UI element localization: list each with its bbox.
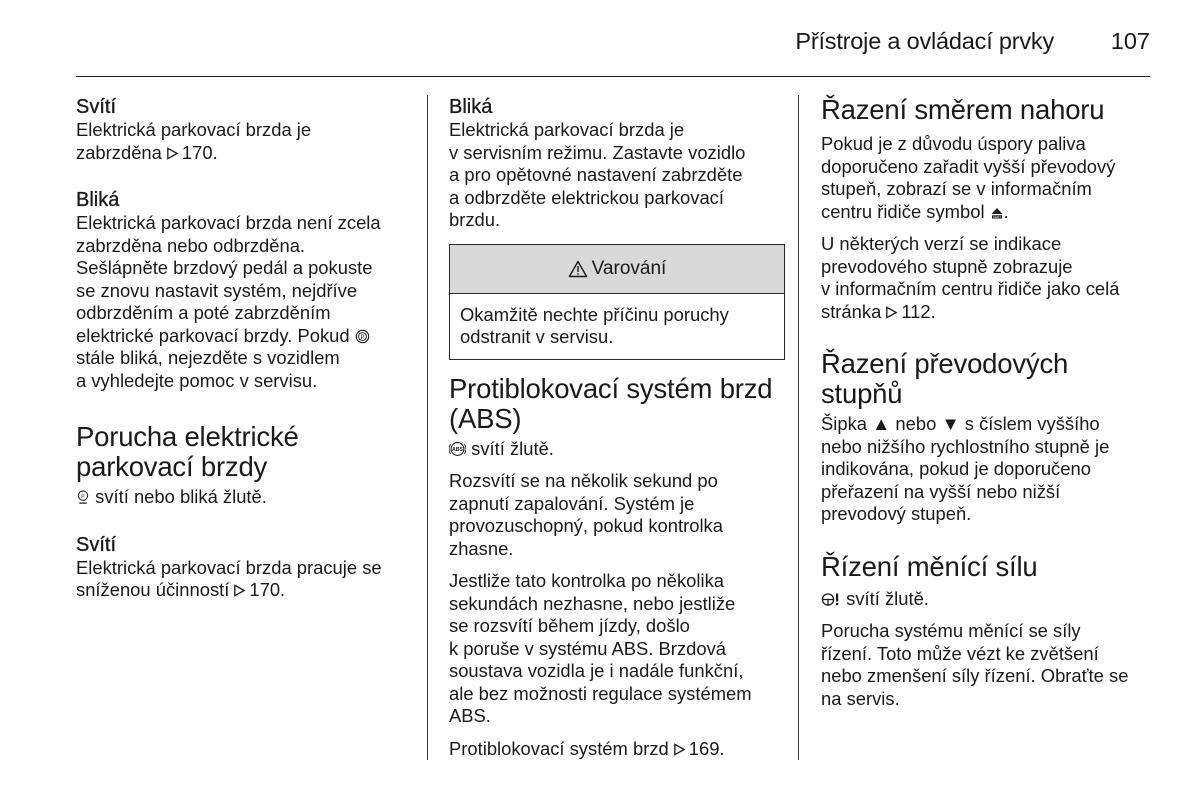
warning-text: Okamžitě nechte příčinu poruchy odstranit v servisu. xyxy=(460,303,729,347)
paragraph: Pokud je z důvodu úspory paliva doporučeno zařadit vyšší převodový stupeň, zobrazí se v informačním centru řidiče symbol SHIFT . xyxy=(821,133,1116,222)
section-title-shift-up: Řazení směrem nahoru xyxy=(821,94,1105,125)
warning-box xyxy=(449,244,785,360)
warning-title: Varování xyxy=(591,257,667,279)
paragraph: Elektrická parkovací brzda pracuje se sníženou účinností 170. xyxy=(76,556,382,600)
svg-text:SHIFT: SHIFT xyxy=(992,214,1001,219)
paragraph: U některých verzí se indikace prevodového stupně zobrazuje v informačním centru řidiče jako celá stránka 112. xyxy=(821,233,1120,322)
warning-header xyxy=(450,245,784,294)
subheading-sviti: Svítí xyxy=(76,533,117,556)
paragraph: Porucha systému měnící se síly řízení. Toto může vézt ke zvětšení nebo zmenšení síly řízení. Obraťte se na servis. xyxy=(821,620,1129,709)
parking-brake-circle-icon xyxy=(355,329,370,344)
column-2 xyxy=(449,95,785,770)
parking-brake-fault-wrench-icon xyxy=(76,490,90,505)
chapter-title: Přístroje a ovládací prvky xyxy=(795,28,1054,54)
subheading-blika: Bliká xyxy=(449,96,493,118)
paragraph: Elektrická parkovací brzda není zcela zabrzděna nebo odbrzděna. Sešlápněte brzdový pedál a pokuste se znovu nastavit systém, nejdříve odbrzděním a poté zabrzděním elektrické parkovací brzdy. Pokud P xyxy=(76,212,381,346)
svg-text:P: P xyxy=(360,333,365,341)
section-title-power-steering: Řízení měnící sílu xyxy=(821,550,1038,582)
column-3 xyxy=(821,95,1161,720)
shift-up-icon xyxy=(990,206,1004,220)
section-title-epb-fault: Porucha elektrické parkovací brzdy xyxy=(76,421,299,482)
paragraph: Šipka ▲ nebo ▼ s číslem vyššího nebo nižšího rychlostního stupně je indikována, pokud je doporučeno přeřazení na vyšší nebo nižší prevodový stupeň. xyxy=(821,413,1110,524)
subheading-blika: Bliká xyxy=(76,189,120,211)
section-title-gear-shift: Řazení převodových stupňů xyxy=(821,348,1069,409)
paragraph: stále bliká, nejezděte s vozidlem a vyhledejte pomoc v servisu. xyxy=(76,347,340,391)
paragraph: P svítí nebo bliká žlutě. xyxy=(76,486,416,509)
paragraph: ABS svítí žlutě. xyxy=(449,438,785,461)
column-divider xyxy=(798,95,799,760)
page-reference-arrow-icon xyxy=(232,583,247,598)
paragraph: Protiblokovací systém brzd 169. xyxy=(449,737,725,759)
paragraph: Jestliže tato kontrolka po několika sekundách nezhasne, nebo jestliže se rozsvítí během jízdy, došlo k poruše v systému ABS. Brzdová soustava vozidla je i nadále funkční, ale bez možnosti regulace systémem ABS. xyxy=(449,570,752,726)
steering-fault-icon xyxy=(821,592,841,607)
paragraph: Rozsvítí se na několik sekund po zapnutí zapalování. Systém je provozuschopný, pokud kontrolka zhasne. xyxy=(449,470,723,559)
warning-triangle-icon xyxy=(568,260,588,278)
page-number: 107 xyxy=(1110,28,1150,54)
subheading-svití: Svítí xyxy=(76,96,117,118)
paragraph: Elektrická parkovací brzda je v servisním režimu. Zastavte vozidlo a pro opětovné nastavení zabrzděte a odbrzděte elektrickou parkovací brzdu. xyxy=(449,119,746,230)
page-reference-arrow-icon xyxy=(165,146,180,161)
page-header xyxy=(76,22,1150,77)
page-reference-arrow-icon xyxy=(884,305,899,320)
svg-text:P: P xyxy=(81,493,85,500)
abs-indicator-icon xyxy=(449,441,466,457)
page-reference-arrow-icon xyxy=(672,742,687,757)
column-divider xyxy=(427,95,428,760)
paragraph: svítí žlutě. xyxy=(821,588,1161,611)
svg-text:ABS: ABS xyxy=(451,446,464,453)
column-1 xyxy=(76,95,416,612)
paragraph: Elektrická parkovací brzda je zabrzděna 170. xyxy=(76,119,312,163)
section-title-abs: Protiblokovací systém brzd (ABS) xyxy=(449,372,773,434)
